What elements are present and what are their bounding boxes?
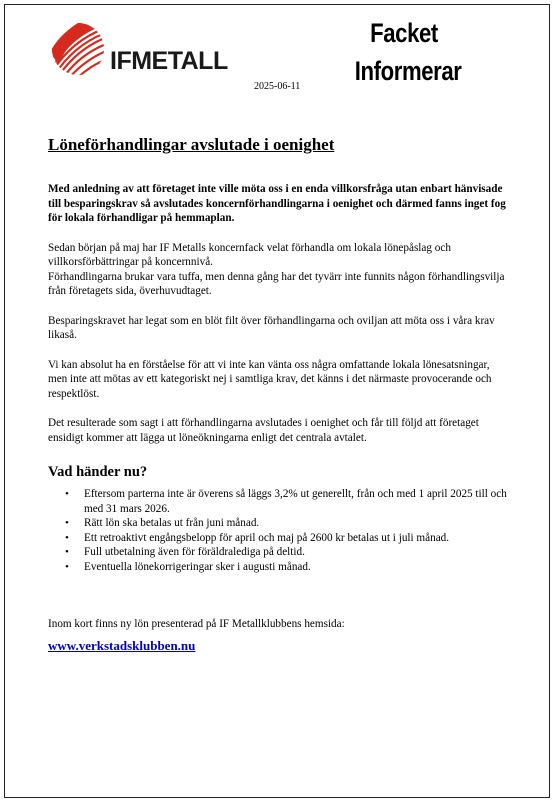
- paragraph: Det resulterade som sagt i att förhandlingarna avslutades i oenighet och får till följd att företaget ensidigt kommer att lägga ut löneökningarna enligt det centrala avtalet.: [48, 417, 479, 444]
- footer-text: Inom kort finns ny lön presenterad på IF Metallklubbens hemsida:: [48, 618, 345, 630]
- if-metall-emblem-icon: [50, 18, 106, 80]
- list-item: • Rätt lön ska betalas ut från juni månad.: [84, 516, 508, 531]
- section-heading: Vad händer nu?: [48, 464, 148, 480]
- document-date: 2025-06-11: [254, 81, 301, 92]
- paragraph-line: Förhandlingarna brukar vara tuffa, men denna gång har det tyvärr inte funnits någon förhandlingsvilja från företagets sida, överhuvudtaget.: [48, 270, 505, 297]
- paragraph-line: Sedan början på maj har IF Metalls koncernfack velat förhandla om lokala lönepåslag och villkorsförbättringar på koncernnivå.: [48, 241, 451, 268]
- headline-line-2: Informerar: [354, 56, 462, 86]
- headline-line-1: Facket: [370, 18, 438, 48]
- paragraph: Besparingskravet har legat som en blöt filt över förhandlingarna och oviljan att möta oss i våra krav likaså.: [48, 314, 495, 341]
- paragraph: [48, 241, 508, 299]
- list-item: • Eventuella lönekorrigeringar sker i augusti månad.: [84, 560, 508, 575]
- lead-paragraph: Med anledning av att företaget inte ville möta oss i en enda villkorsfråga utan enbart hänvisade till besparingskrav så avslutades koncernförhandlingarna i oenighet och därmed fanns inget fog för lokala förhandligar på hemmaplan.: [48, 183, 506, 224]
- facket-informerar-heading: [354, 14, 462, 90]
- list-item: • Eftersom parterna inte är överens så läggs 3,2% ut generellt, från och med 1 april 2025 till och med 31 mars 2026.: [84, 487, 508, 516]
- website-link[interactable]: www.verkstadsklubben.nu: [48, 638, 196, 653]
- list-item: • Full utbetalning även för föräldralediga på deltid.: [84, 545, 508, 560]
- paragraph: Vi kan absolut ha en förståelse för att vi inte kan vänta oss några omfattande lokala lönesatsningar, men inte att mötas av ett kategoriskt nej i samtliga krav, det känns i det närmaste provocerande och respektlöst.: [48, 358, 492, 400]
- logo-wordmark: IFMETALL: [110, 47, 228, 75]
- bullet-list: [48, 487, 508, 574]
- list-item: • Ett retroaktivt engångsbelopp för april och maj på 2600 kr betalas ut i juli månad.: [84, 531, 508, 546]
- body-text: [48, 182, 508, 460]
- page-title: Löneförhandlingar avslutade i oenighet: [48, 135, 335, 154]
- if-metall-logo: [50, 16, 260, 86]
